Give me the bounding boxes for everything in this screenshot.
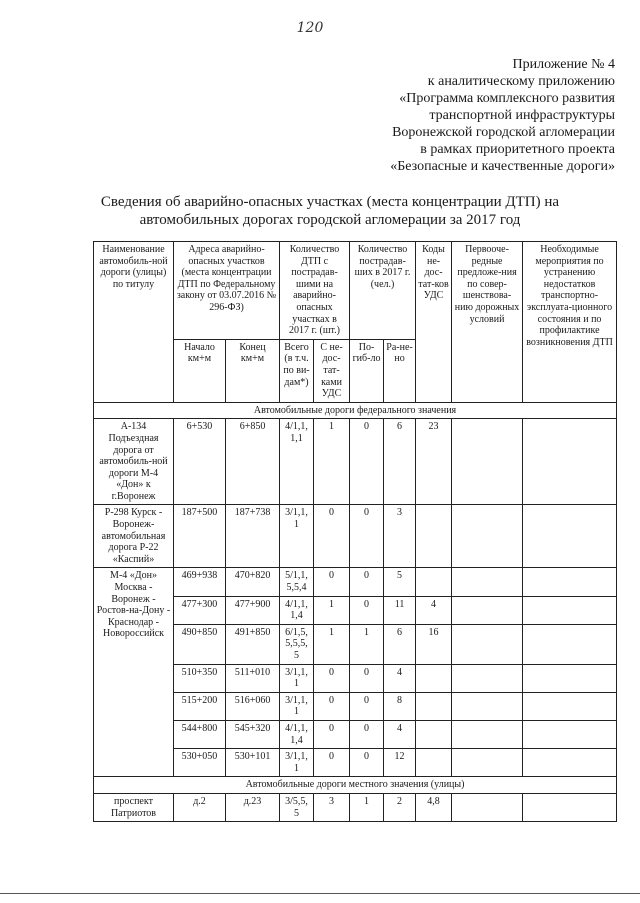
start-km-cell: 469+938 [174,568,226,596]
accidents-with-defects-cell: 0 [314,568,350,596]
start-km-cell: 530+050 [174,749,226,777]
accidents-with-defects-cell: 0 [314,505,350,568]
killed-cell: 0 [350,720,384,748]
header-row [94,242,617,340]
proposals-cell [452,624,523,664]
measures-cell [523,793,617,821]
accidents-with-defects-cell: 3 [314,793,350,821]
accidents-total-cell: 4/1,1, 1,1 [280,419,314,505]
start-km-cell: 477+300 [174,596,226,624]
page-number: 120 [296,20,324,36]
appendix-line: к аналитическому приложению [427,74,615,89]
injured-cell: 2 [384,793,416,821]
section-row [94,402,617,419]
header-end: Конец км+м [226,339,280,402]
table-row [94,568,617,596]
defect-codes-cell: 4,8 [416,793,452,821]
table-row [94,793,617,821]
accidents-total-cell: 3/1,1, 1 [280,692,314,720]
header-road-name: Наименование автомобиль-ной дороги (улицы) по титулу [94,242,174,403]
measures-cell [523,664,617,692]
header-total: Всего (в т.ч. по ви-дам*) [280,339,314,402]
measures-cell [523,419,617,505]
start-km-cell: 187+500 [174,505,226,568]
road-name-cell: М-4 «Дон» Москва - Воронеж - Ростов-на-Дону - Краснодар - Новороссийск [94,568,174,777]
accidents-with-defects-cell: 1 [314,596,350,624]
document-title-line: Сведения об аварийно-опасных участках (места концентрации ДТП) на [100,194,560,210]
proposals-cell [452,692,523,720]
killed-cell: 1 [350,624,384,664]
header-measures: Необходимые мероприятия по устранению недостатков транспортно-эксплуата-ционного состояния и по профилактике возникновения ДТП [523,242,617,403]
injured-cell: 6 [384,419,416,505]
injured-cell: 5 [384,568,416,596]
injured-cell: 4 [384,720,416,748]
proposals-cell [452,720,523,748]
start-km-cell: 515+200 [174,692,226,720]
accidents-with-defects-cell: 1 [314,419,350,505]
accidents-with-defects-cell: 0 [314,749,350,777]
defect-codes-cell [416,692,452,720]
header-addresses: Адреса аварийно-опасных участков (места концентрации ДТП по Федеральному закону от 03.07.2016 № 296-ФЗ) [174,242,280,340]
accidents-total-cell: 3/1,1, 1 [280,505,314,568]
table-row [94,419,617,505]
accidents-with-defects-cell: 0 [314,720,350,748]
end-km-cell: д.23 [226,793,280,821]
appendix-line: «Программа комплексного развития [399,91,615,106]
road-name-cell: А-134 Подъездная дорога от автомобиль-ной дороги М-4 «Дон» к г.Воронеж [94,419,174,505]
proposals-cell [452,793,523,821]
injured-cell: 3 [384,505,416,568]
end-km-cell: 6+850 [226,419,280,505]
page-bottom-rule [0,893,640,894]
start-km-cell: 490+850 [174,624,226,664]
end-km-cell: 530+101 [226,749,280,777]
end-km-cell: 491+850 [226,624,280,664]
accidents-total-cell: 3/1,1, 1 [280,749,314,777]
proposals-cell [452,568,523,596]
accidents-with-defects-cell: 0 [314,692,350,720]
injured-cell: 4 [384,664,416,692]
defect-codes-cell [416,505,452,568]
measures-cell [523,505,617,568]
measures-cell [523,720,617,748]
section-row [94,777,617,794]
proposals-cell [452,664,523,692]
header-start: Начало км+м [174,339,226,402]
defect-codes-cell: 16 [416,624,452,664]
killed-cell: 0 [350,692,384,720]
proposals-cell [452,419,523,505]
header-injured: Ра-не-но [384,339,416,402]
defect-codes-cell: 4 [416,596,452,624]
end-km-cell: 511+010 [226,664,280,692]
proposals-cell [452,749,523,777]
measures-cell [523,692,617,720]
accidents-with-defects-cell: 1 [314,624,350,664]
measures-cell [523,568,617,596]
appendix-line: Приложение № 4 [512,57,615,72]
start-km-cell: 544+800 [174,720,226,748]
accidents-total-cell: 4/1,1, 1,4 [280,596,314,624]
appendix-line: транспортной инфраструктуры [429,108,615,123]
document-title [60,193,600,229]
accident-sites-table [93,241,617,822]
proposals-cell [452,596,523,624]
end-km-cell: 477+900 [226,596,280,624]
appendix-line: «Безопасные и качественные дороги» [390,159,615,174]
defect-codes-cell [416,664,452,692]
killed-cell: 0 [350,419,384,505]
accidents-with-defects-cell: 0 [314,664,350,692]
injured-cell: 6 [384,624,416,664]
end-km-cell: 516+060 [226,692,280,720]
injured-cell: 11 [384,596,416,624]
start-km-cell: д.2 [174,793,226,821]
killed-cell: 0 [350,664,384,692]
proposals-cell [452,505,523,568]
killed-cell: 0 [350,568,384,596]
header-with-defects: С не-дос-тат-ками УДС [314,339,350,402]
measures-cell [523,749,617,777]
accidents-total-cell: 3/5,5, 5 [280,793,314,821]
defect-codes-cell [416,720,452,748]
killed-cell: 0 [350,505,384,568]
injured-cell: 8 [384,692,416,720]
end-km-cell: 187+738 [226,505,280,568]
accidents-total-cell: 4/1,1, 1,4 [280,720,314,748]
end-km-cell: 470+820 [226,568,280,596]
appendix-header [330,56,615,175]
defect-codes-cell [416,568,452,596]
section-federal-roads: Автомобильные дороги федерального значения [94,402,617,419]
header-killed: По-гиб-ло [350,339,384,402]
header-proposals: Первооче-редные предложе-ния по совер-шенствова-нию дорожных условий [452,242,523,403]
start-km-cell: 6+530 [174,419,226,505]
killed-cell: 0 [350,596,384,624]
accidents-total-cell: 3/1,1, 1 [280,664,314,692]
appendix-line: в рамках приоритетного проекта [420,142,615,157]
killed-cell: 0 [350,749,384,777]
end-km-cell: 545+320 [226,720,280,748]
document-title-line: автомобильных дорогах городской агломерации за 2017 год [139,212,521,228]
road-name-cell: Р-298 Курск - Воронеж-автомобильная дорога Р-22 «Каспий» [94,505,174,568]
road-name-cell: проспект Патриотов [94,793,174,821]
killed-cell: 1 [350,793,384,821]
defect-codes-cell: 23 [416,419,452,505]
measures-cell [523,624,617,664]
measures-cell [523,596,617,624]
header-accidents: Количество ДТП с пострадав-шими на аварийно-опасных участках в 2017 г. (шт.) [280,242,350,340]
defect-codes-cell [416,749,452,777]
header-victims: Количество пострадав-ших в 2017 г. (чел.) [350,242,416,340]
accidents-total-cell: 6/1,5, 5,5,5, 5 [280,624,314,664]
injured-cell: 12 [384,749,416,777]
table-body [94,402,617,821]
start-km-cell: 510+350 [174,664,226,692]
accidents-total-cell: 5/1,1, 5,5,4 [280,568,314,596]
section-local-roads: Автомобильные дороги местного значения (улицы) [94,777,617,794]
table-row [94,505,617,568]
header-codes: Коды не-дос-тат-ков УДС [416,242,452,403]
appendix-line: Воронежской городской агломерации [392,125,615,140]
